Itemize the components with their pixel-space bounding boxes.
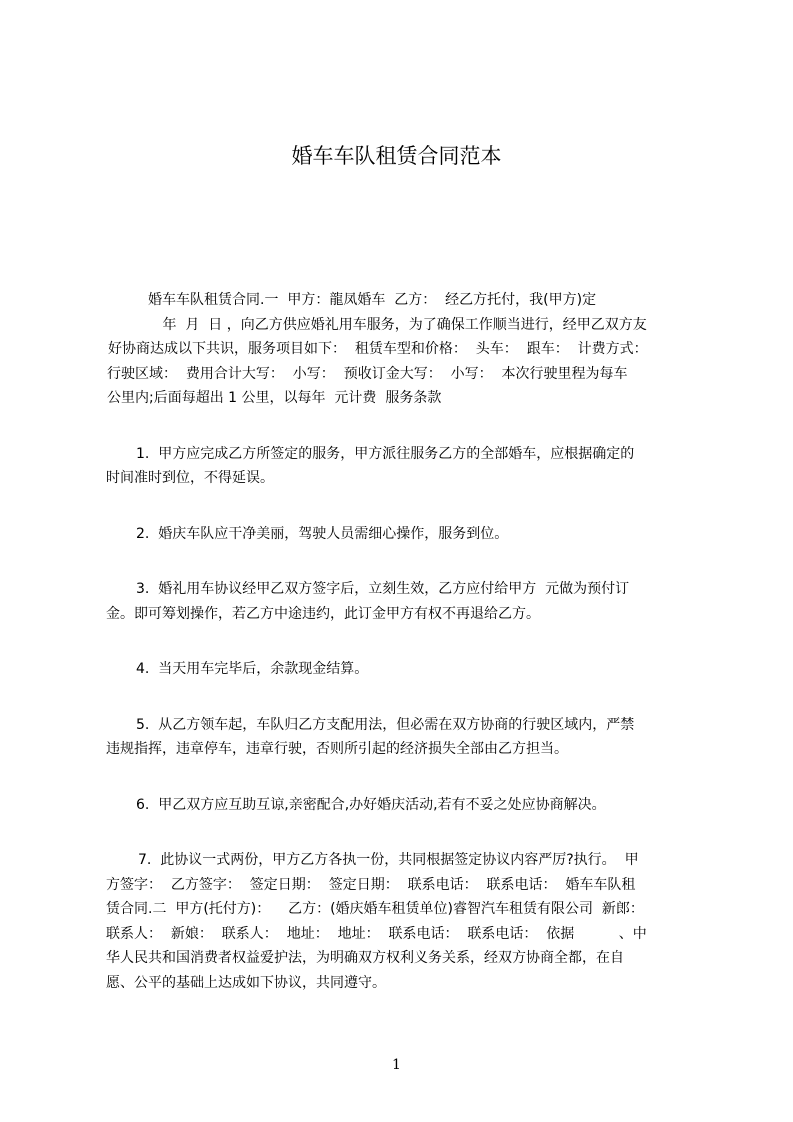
text-line: 行驶区域： 费用合计大写： 小写： 预收订金大写： 小写： 本次行驶里程为每车	[107, 365, 628, 382]
text-line: 华人民共和国消费者权益爱护法，为明确双方权利义务关系，经双方协商全都，在自	[106, 950, 624, 966]
text-line: 违规指挥，违章停车，违章行驶，否则所引起的经济损失全部由乙方担当。	[106, 741, 568, 757]
text-line: 赁合同.二 甲方(托付方)： 乙方：(婚庆婚车租赁单位)睿智汽车租赁有限公司 新郎：	[106, 901, 644, 917]
text-line: 2. 婚庆车队应干净美丽，驾驶人员需细心操作，服务到位。	[136, 525, 509, 542]
text-line: 好协商达成以下共识，服务项目如下： 租赁车型和价格： 头车： 跟车： 计费方式：	[108, 341, 648, 357]
document-body	[0, 288, 793, 995]
text-line: 1. 甲方应完成乙方所签定的服务，甲方派往服务乙方的全部婚车，应根据确定的	[136, 445, 635, 462]
text-line: 时间准时到位，不得延误。	[106, 470, 274, 486]
text-line: 3. 婚礼用车协议经甲乙双方签字后，立刻生效，乙方应付给甲方 元做为预付订	[136, 581, 630, 597]
paragraph-spacer	[0, 762, 793, 793]
paragraph-spacer	[0, 411, 793, 442]
text-line: 联系人： 新娘： 联系人： 地址： 地址： 联系电话： 联系电话： 依据 、中	[106, 925, 647, 942]
text-line: 愿、公平的基础上达成如下协议，共同遵守。	[106, 974, 386, 991]
clause-2	[0, 522, 793, 547]
clause-3	[0, 577, 793, 626]
text-line: 方签字： 乙方签字： 签定日期： 签定日期： 联系电话： 联系电话： 婚车车队租	[106, 876, 636, 893]
page-number: 1	[392, 1057, 401, 1073]
intro-paragraph	[0, 288, 793, 411]
text-line: 7. 此协议一式两份，甲方乙方各执一份，共同根据签定协议内容严厉?执行。 甲	[138, 852, 639, 868]
clause-1	[0, 442, 793, 491]
clause-7	[0, 848, 793, 995]
text-line: 4. 当天用车完毕后，余款现金结算。	[136, 661, 369, 677]
page-title: 婚车车队租赁合同范本	[291, 144, 502, 168]
clause-4	[0, 657, 793, 682]
clause-5	[0, 713, 793, 762]
paragraph-spacer	[0, 546, 793, 577]
text-line: 婚车车队租赁合同.一 甲方：龍凤婚车 乙方： 经乙方托付，我(甲方)定	[148, 292, 597, 308]
paragraph-spacer	[0, 626, 793, 657]
text-line: 公里内;后面每超出 1 公里，以每年 元计费 服务条款	[107, 390, 442, 406]
text-line: 5. 从乙方领车起，车队归乙方支配用法，但必需在双方协商的行驶区域内，严禁	[136, 716, 635, 733]
paragraph-spacer	[0, 682, 793, 713]
text-line: 6. 甲乙双方应互助互谅,亲密配合,办好婚庆活动,若有不妥之处应协商解决。	[136, 796, 606, 813]
clause-6	[0, 793, 793, 818]
text-line: 金。即可筹划操作，若乙方中途违约，此订金甲方有权不再退给乙方。	[106, 605, 540, 622]
paragraph-spacer	[0, 817, 793, 848]
paragraph-spacer	[0, 491, 793, 522]
text-line: 年 月 日 ，向乙方供应婚礼用车服务，为了确保工作顺当进行，经甲乙双方友	[158, 316, 647, 333]
